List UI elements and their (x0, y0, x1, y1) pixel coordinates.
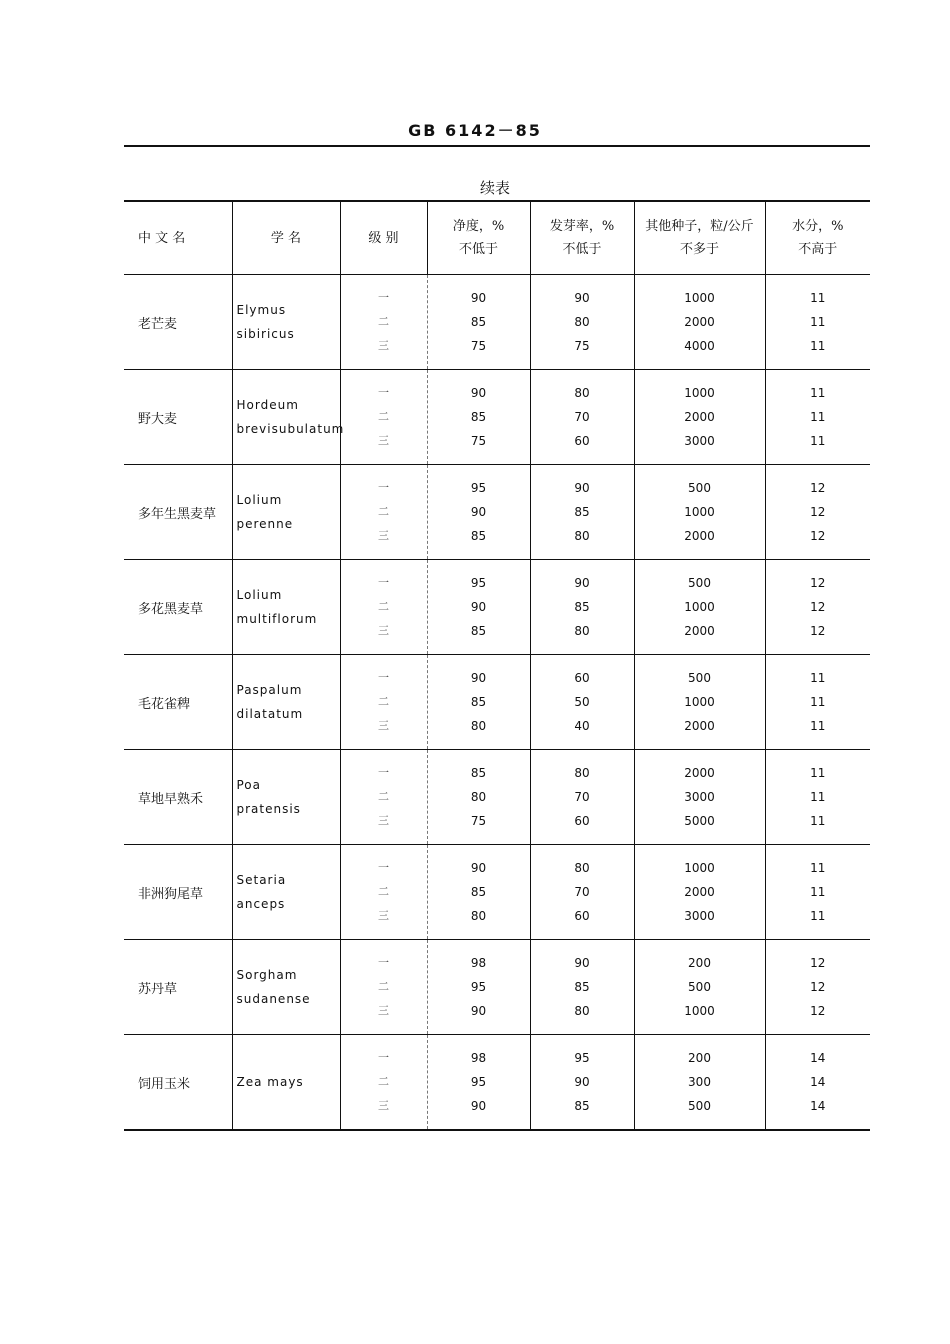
other-seeds-value-cell (634, 275, 765, 370)
germination-value: 80 (574, 766, 590, 780)
purity-value: 75 (470, 339, 487, 353)
species-chinese-name: 多年生黑麦草 (124, 465, 232, 560)
germination-value: 70 (574, 790, 590, 804)
grade-level: 三 (378, 814, 389, 827)
purity-value: 90 (470, 1004, 487, 1018)
moisture-value: 11 (810, 339, 826, 353)
germination-value-cell (530, 275, 634, 370)
moisture-value: 11 (810, 410, 826, 424)
scientific-name-line: Paspalum (236, 683, 303, 697)
germination-value: 90 (574, 1075, 590, 1089)
germination-value-cell (530, 750, 634, 845)
other-seeds-value: 2000 (684, 719, 715, 733)
purity-value: 75 (470, 814, 487, 828)
other-seeds-value: 3000 (684, 909, 715, 923)
col-header-germination: 发芽率，% 不低于 (530, 201, 634, 275)
purity-value-cell (427, 750, 530, 845)
species-scientific-name (232, 275, 340, 370)
purity-value: 95 (470, 1075, 487, 1089)
purity-value: 90 (470, 671, 487, 685)
germination-value-cell (530, 845, 634, 940)
germination-value: 80 (574, 861, 590, 875)
moisture-value-cell (765, 370, 870, 465)
purity-value: 90 (470, 291, 487, 305)
other-seeds-value: 200 (688, 956, 711, 970)
scientific-name-line: Lolium (236, 588, 283, 602)
grade-level: 三 (378, 624, 389, 637)
moisture-value: 12 (810, 980, 826, 994)
grade-level: 三 (378, 909, 389, 922)
table-row (124, 940, 870, 1035)
other-seeds-value: 2000 (684, 529, 715, 543)
other-seeds-value: 2000 (684, 885, 715, 899)
other-seeds-value-cell (634, 370, 765, 465)
grade-level: 二 (378, 980, 389, 993)
germination-value: 90 (574, 291, 590, 305)
germination-value-cell (530, 465, 634, 560)
grade-level: 二 (378, 315, 389, 328)
purity-value: 98 (470, 956, 487, 970)
grade-level: 一 (378, 861, 389, 874)
germination-value: 90 (574, 481, 590, 495)
purity-value-cell (427, 275, 530, 370)
purity-value: 95 (470, 481, 487, 495)
col-header-grade: 级 别 (340, 201, 427, 275)
grade-level: 二 (378, 505, 389, 518)
germination-value: 90 (574, 956, 590, 970)
moisture-value: 11 (810, 315, 826, 329)
other-seeds-value: 4000 (684, 339, 715, 353)
grade-level: 二 (378, 410, 389, 423)
moisture-value: 12 (810, 600, 826, 614)
scientific-name-line: anceps (236, 897, 286, 911)
germination-value: 80 (574, 624, 590, 638)
moisture-value: 12 (810, 576, 826, 590)
grade-level: 二 (378, 695, 389, 708)
purity-value: 90 (470, 861, 487, 875)
purity-value: 85 (470, 766, 487, 780)
other-seeds-value: 1000 (684, 695, 715, 709)
table-row (124, 560, 870, 655)
grade-level: 三 (378, 339, 389, 352)
purity-value-cell (427, 465, 530, 560)
species-scientific-name (232, 465, 340, 560)
grade-level: 三 (378, 529, 389, 542)
purity-value: 80 (470, 909, 487, 923)
germination-value: 80 (574, 315, 590, 329)
species-scientific-name (232, 1035, 340, 1131)
scientific-name-line: Zea mays (236, 1075, 304, 1089)
purity-value: 90 (470, 600, 487, 614)
grade-level-cell (340, 465, 427, 560)
scientific-name-line: pratensis (236, 802, 301, 816)
other-seeds-value: 1000 (684, 386, 715, 400)
table-row (124, 465, 870, 560)
grade-level-cell (340, 370, 427, 465)
moisture-value: 12 (810, 505, 826, 519)
table-header-row (124, 201, 870, 275)
table-row (124, 655, 870, 750)
grade-level: 二 (378, 1075, 389, 1088)
other-seeds-value: 2000 (684, 766, 715, 780)
other-seeds-value-cell (634, 845, 765, 940)
moisture-value: 11 (810, 909, 826, 923)
germination-value: 80 (574, 529, 590, 543)
germination-value: 70 (574, 885, 590, 899)
document-header: GB 6142－85 (408, 121, 542, 140)
grade-level: 一 (378, 576, 389, 589)
purity-value: 85 (470, 885, 487, 899)
other-seeds-value: 2000 (684, 315, 715, 329)
scientific-name-line: multiflorum (236, 612, 318, 626)
purity-value: 75 (470, 434, 487, 448)
purity-value-cell (427, 370, 530, 465)
grade-level-cell (340, 560, 427, 655)
scientific-name-line: Setaria (236, 873, 287, 887)
moisture-value: 11 (810, 814, 826, 828)
moisture-value: 11 (810, 790, 826, 804)
germination-value: 90 (574, 576, 590, 590)
moisture-value: 12 (810, 481, 826, 495)
species-scientific-name (232, 845, 340, 940)
moisture-value: 11 (810, 719, 826, 733)
other-seeds-value: 300 (688, 1075, 711, 1089)
grade-level-cell (340, 845, 427, 940)
species-chinese-name: 苏丹草 (124, 940, 232, 1035)
moisture-value: 11 (810, 671, 826, 685)
moisture-value-cell (765, 845, 870, 940)
grade-level-cell (340, 750, 427, 845)
purity-value-cell (427, 940, 530, 1035)
scientific-name-line: dilatatum (236, 707, 304, 721)
other-seeds-value: 500 (688, 1099, 711, 1113)
other-seeds-value: 1000 (684, 1004, 715, 1018)
moisture-value: 11 (810, 434, 826, 448)
other-seeds-value: 5000 (684, 814, 715, 828)
seed-grade-table (124, 200, 870, 1131)
moisture-value: 11 (810, 766, 826, 780)
col-header-purity: 净度，% 不低于 (427, 201, 530, 275)
moisture-value-cell (765, 750, 870, 845)
germination-value: 60 (574, 909, 590, 923)
other-seeds-value: 3000 (684, 434, 715, 448)
grade-level: 三 (378, 719, 389, 732)
moisture-value-cell (765, 275, 870, 370)
purity-value: 90 (470, 505, 487, 519)
col-header-cn-name: 中 文 名 (124, 201, 232, 275)
col-header-other-seeds: 其他种子，粒/公斤 不多于 (634, 201, 765, 275)
grade-level: 一 (378, 671, 389, 684)
other-seeds-value: 500 (688, 671, 711, 685)
table-row (124, 750, 870, 845)
scientific-name-line: sibiricus (236, 327, 295, 341)
purity-value: 90 (470, 1099, 487, 1113)
moisture-value-cell (765, 655, 870, 750)
grade-level: 三 (378, 1099, 389, 1112)
germination-value: 85 (574, 600, 590, 614)
germination-value: 80 (574, 386, 590, 400)
table-caption: 续表 (479, 179, 510, 197)
species-chinese-name: 野大麦 (124, 370, 232, 465)
purity-value: 90 (470, 386, 487, 400)
species-chinese-name: 饲用玉米 (138, 1076, 191, 1092)
moisture-value: 11 (810, 695, 826, 709)
species-chinese-name: 老芒麦 (124, 275, 232, 370)
scientific-name-line: perenne (236, 517, 294, 531)
other-seeds-value: 3000 (684, 790, 715, 804)
moisture-value: 11 (810, 861, 826, 875)
germination-value: 85 (574, 1099, 590, 1113)
scientific-name-line: sudanense (236, 992, 311, 1006)
grade-level: 三 (378, 1004, 389, 1017)
other-seeds-value-cell (634, 465, 765, 560)
purity-value: 80 (470, 790, 487, 804)
table-row (124, 845, 870, 940)
col-header-moisture: 水分，% 不高于 (765, 201, 870, 275)
moisture-value: 14 (810, 1051, 826, 1065)
scientific-name-line: Lolium (236, 493, 283, 507)
scientific-name-line: brevisubulatum (236, 422, 345, 436)
grade-level: 二 (378, 885, 389, 898)
species-chinese-name: 非洲狗尾草 (124, 845, 232, 940)
scientific-name-line: Sorgham (236, 968, 298, 982)
purity-value: 80 (470, 719, 487, 733)
moisture-value-cell (765, 465, 870, 560)
germination-value: 70 (574, 410, 590, 424)
other-seeds-value: 2000 (684, 624, 715, 638)
other-seeds-value: 1000 (684, 861, 715, 875)
species-chinese-name: 毛花雀稗 (124, 655, 232, 750)
purity-value: 98 (470, 1051, 487, 1065)
species-chinese-name: 多花黑麦草 (124, 560, 232, 655)
germination-value-cell (530, 560, 634, 655)
table-row (124, 1035, 870, 1131)
moisture-value: 14 (810, 1099, 826, 1113)
grade-level: 一 (378, 481, 389, 494)
other-seeds-value-cell (634, 655, 765, 750)
germination-value: 60 (574, 814, 590, 828)
purity-value: 85 (470, 315, 487, 329)
moisture-value: 11 (810, 386, 826, 400)
moisture-value-cell (765, 560, 870, 655)
moisture-value: 12 (810, 529, 826, 543)
scientific-name-line: Elymus (236, 303, 287, 317)
germination-value: 50 (574, 695, 590, 709)
grade-level-cell (340, 275, 427, 370)
grade-level: 一 (378, 386, 389, 399)
moisture-value: 12 (810, 956, 826, 970)
germination-value: 80 (574, 1004, 590, 1018)
germination-value: 85 (574, 505, 590, 519)
moisture-value-cell (765, 1035, 870, 1131)
grade-level: 三 (378, 434, 389, 447)
purity-value: 85 (470, 695, 487, 709)
grade-level: 一 (378, 766, 389, 779)
purity-value: 85 (470, 410, 487, 424)
species-scientific-name (232, 370, 345, 465)
moisture-value-cell (765, 940, 870, 1035)
moisture-value: 14 (810, 1075, 826, 1089)
moisture-value: 11 (810, 291, 826, 305)
purity-value-cell (427, 1035, 530, 1131)
scientific-name-line: Poa (236, 778, 262, 792)
other-seeds-value: 200 (688, 1051, 711, 1065)
other-seeds-value-cell (634, 750, 765, 845)
germination-value-cell (530, 370, 634, 465)
other-seeds-value: 1000 (684, 291, 715, 305)
germination-value: 60 (574, 671, 590, 685)
germination-value: 95 (574, 1051, 590, 1065)
purity-value-cell (427, 560, 530, 655)
grade-level-cell (340, 655, 427, 750)
species-scientific-name (232, 560, 340, 655)
purity-value-cell (427, 845, 530, 940)
other-seeds-value-cell (634, 560, 765, 655)
moisture-value: 12 (810, 624, 826, 638)
moisture-value: 11 (810, 885, 826, 899)
germination-value: 85 (574, 980, 590, 994)
germination-value: 40 (574, 719, 590, 733)
scientific-name-line: Hordeum (236, 398, 299, 412)
grade-level: 一 (378, 956, 389, 969)
species-scientific-name (232, 655, 340, 750)
grade-level: 二 (378, 600, 389, 613)
grade-level: 一 (378, 1051, 389, 1064)
other-seeds-value: 1000 (684, 505, 715, 519)
germination-value: 60 (574, 434, 590, 448)
purity-value-cell (427, 655, 530, 750)
table-row (124, 275, 870, 370)
germination-value: 75 (574, 339, 590, 353)
other-seeds-value-cell (634, 940, 765, 1035)
other-seeds-value: 2000 (684, 410, 715, 424)
purity-value: 85 (470, 529, 487, 543)
header-rule (124, 145, 870, 147)
species-scientific-name (232, 750, 340, 845)
other-seeds-value: 1000 (684, 600, 715, 614)
moisture-value: 12 (810, 1004, 826, 1018)
germination-value-cell (530, 1035, 634, 1131)
grade-level-cell (340, 940, 427, 1035)
purity-value: 85 (470, 624, 487, 638)
species-scientific-name (232, 940, 340, 1035)
grade-level: 二 (378, 790, 389, 803)
germination-value-cell (530, 655, 634, 750)
other-seeds-value-cell (634, 1035, 765, 1131)
purity-value: 95 (470, 980, 487, 994)
grade-level-cell (340, 1035, 427, 1131)
other-seeds-value: 500 (688, 980, 711, 994)
species-chinese-name: 草地早熟禾 (124, 750, 232, 845)
other-seeds-value: 500 (688, 481, 711, 495)
table-row (124, 370, 870, 465)
grade-level: 一 (378, 291, 389, 304)
germination-value-cell (530, 940, 634, 1035)
other-seeds-value: 500 (688, 576, 711, 590)
purity-value: 95 (470, 576, 487, 590)
col-header-sci-name: 学 名 (232, 201, 340, 275)
